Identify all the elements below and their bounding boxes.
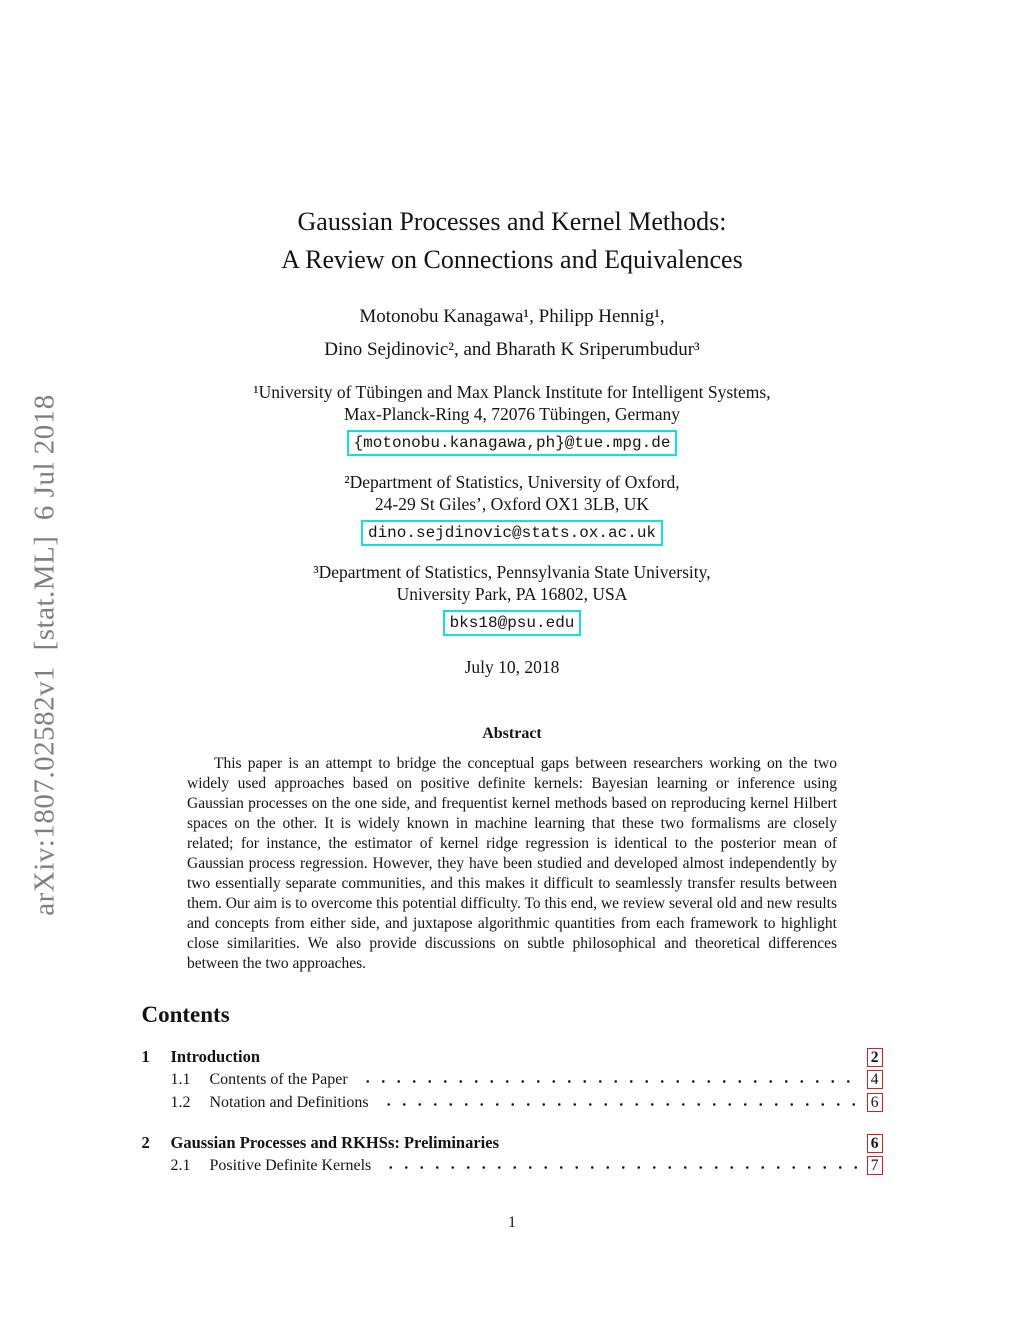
toc-page-link[interactable]: 6 [867,1093,883,1112]
author-line1: Motonobu Kanagawa¹, Philipp Hennig¹, [359,306,665,327]
affiliation-3 [142,561,883,636]
affiliation-1-name: ¹University of Tübingen and Max Planck Institute for Intelligent Systems, [253,382,771,402]
author-list [142,300,883,366]
paper-content [142,0,883,1177]
abstract-heading: Abstract [482,725,542,742]
toc-section-number: 1 [141,1047,150,1066]
toc-leader-dots [358,1068,859,1091]
toc-page-link[interactable]: 4 [867,1070,883,1089]
toc-entry-subsection-1-1 [142,1068,883,1091]
footer-page-number: 1 [508,1214,516,1231]
toc-section-number: 2 [141,1133,150,1152]
toc-entry-subsection-1-2 [142,1091,883,1114]
toc-subsection-number: 2.1 [170,1157,191,1174]
email-link-tuebingen[interactable]: {motonobu.kanagawa,ph}@tue.mpg.de [347,430,678,456]
toc-subsection-number: 1.2 [170,1094,191,1111]
paper-title [142,203,883,279]
arxiv-watermark: arXiv:1807.02582v1 [stat.ML] 6 Jul 2018 [28,394,61,916]
affiliation-2-address: 24-29 St Giles’, Oxford OX1 3LB, UK [374,494,650,514]
toc-leader-dots [379,1091,859,1114]
affiliation-2 [142,471,883,546]
toc-section-title: Introduction [170,1047,261,1066]
affiliation-1-address: Max-Planck-Ring 4, 72076 Tübingen, Germany [343,404,680,424]
contents-heading: Contents [141,1002,230,1027]
affiliation-1 [142,381,883,456]
toc-subsection-title: Notation and Definitions [209,1094,369,1111]
paper-title-line2: A Review on Connections and Equivalences [281,245,743,274]
email-link-oxford[interactable]: dino.sejdinovic@stats.ox.ac.uk [361,520,663,546]
abstract-text: This paper is an attempt to bridge the conceptual gaps between researchers working on the two widely used approaches based on positive definite kernels: Bayesian learning or inference using Gaussian processes on the one side, and frequentist kernel methods based on reproducing kernel Hilbert spaces on the other. It is widely known in machine learning that these two formalisms are closely related; for instance, the estimator of kernel ridge regression is identical to the posterior mean of Gaussian process regression. However, they have been studied and developed almost independently by two essentially separate communities, and this makes it difficult to seamlessly transfer results between them. Our aim is to overcome this potential difficulty. To this end, we review several old and new results and concepts from either side, and juxtapose algorithmic quantities from each framework to highlight close similarities. We also provide discussions on subtle philosophical and theoretical differences between the two approaches. [187,755,837,972]
toc-section-title: Gaussian Processes and RKHSs: Preliminaries [170,1133,499,1152]
email-link-psu[interactable]: bks18@psu.edu [443,610,582,636]
toc-entry-section-2 [142,1131,883,1154]
table-of-contents [142,1045,883,1177]
toc-entry-subsection-2-1 [142,1154,883,1177]
affiliation-3-name: ³Department of Statistics, Pennsylvania State University, [313,562,711,582]
author-line2: Dino Sejdinovic², and Bharath K Sriperumbudur³ [324,339,700,360]
toc-page-link[interactable]: 7 [867,1156,883,1175]
toc-subsection-title: Positive Definite Kernels [209,1157,372,1174]
toc-subsection-title: Contents of the Paper [209,1071,348,1088]
affiliation-3-address: University Park, PA 16802, USA [396,584,628,604]
toc-leader-dots [381,1154,859,1177]
toc-subsection-number: 1.1 [170,1071,191,1088]
toc-page-link[interactable]: 2 [867,1048,883,1067]
toc-entry-section-1 [142,1045,883,1068]
affiliation-2-name: ²Department of Statistics, University of Oxford, [344,472,680,492]
paper-date: July 10, 2018 [464,657,560,677]
toc-page-link[interactable]: 6 [867,1134,883,1153]
paper-title-line1: Gaussian Processes and Kernel Methods: [297,207,727,236]
